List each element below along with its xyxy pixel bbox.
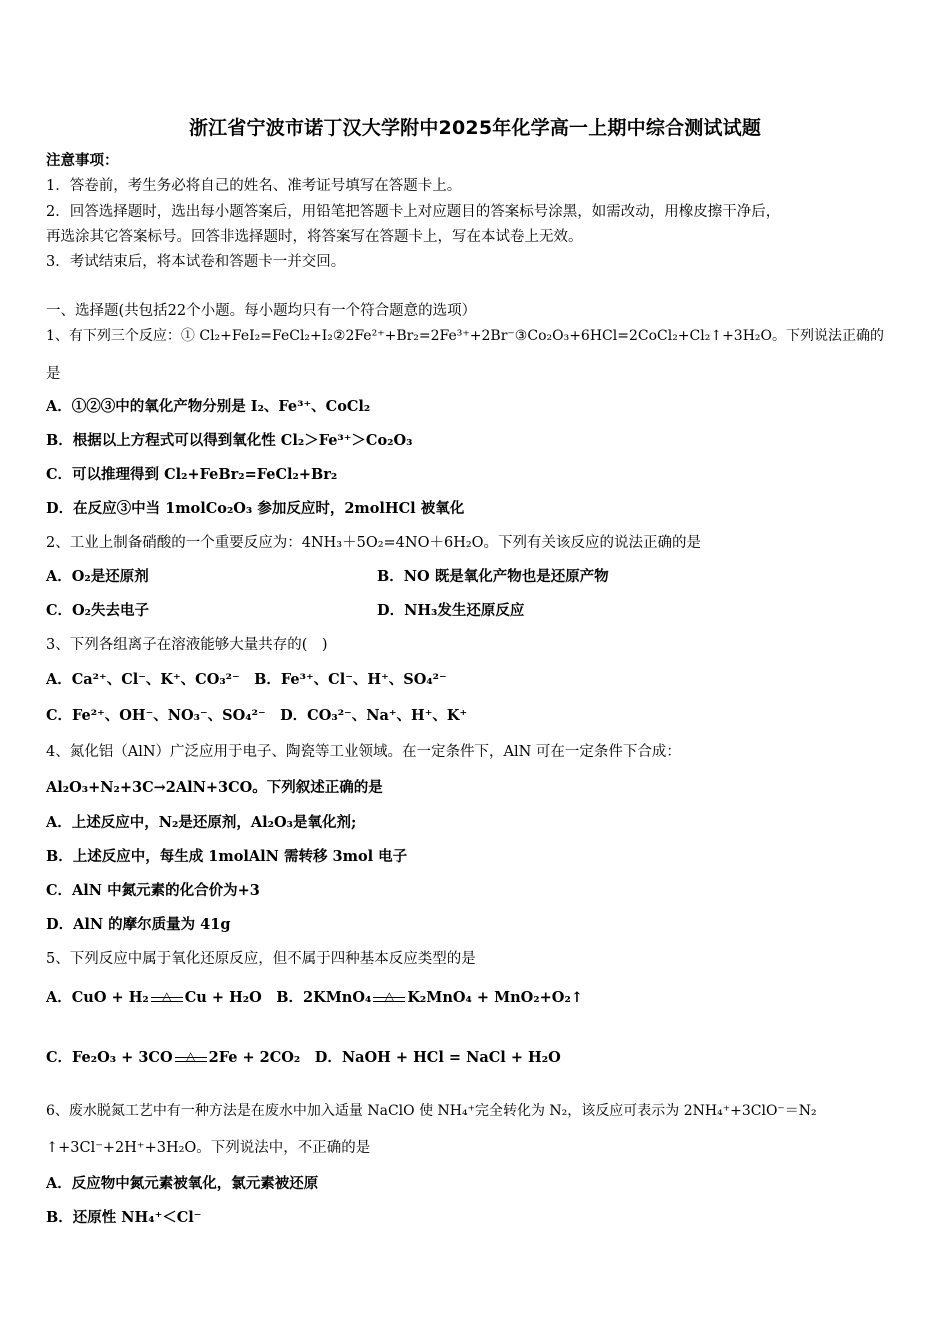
q3-options-ab: A．Ca²⁺、Cl⁻、K⁺、CO₃²⁻ B．Fe³⁺、Cl⁻、H⁺、SO₄²⁻ xyxy=(46,671,447,688)
q4-stem: 4、氮化铝（AlN）广泛应用于电子、陶瓷等工业领域。在一定条件下，AlN 可在一定条件下合成： xyxy=(46,744,681,760)
q1-stem: 1、有下列三个反应：① Cl₂+FeI₂=FeCl₂+I₂②2Fe²⁺+Br₂=2Fe³⁺+2Br⁻③Co₂O₃+6HCl=2CoCl₂+Cl₂↑+3H₂O。下列说法正确的 xyxy=(46,328,885,344)
q2-stem: 2、工业上制备硝酸的一个重要反应为：4NH₃＋5O₂=4NO＋6H₂O。下列有关该反应的说法正确的是 xyxy=(46,535,702,551)
notice-heading: 注意事项： xyxy=(46,152,119,169)
page-title: 浙江省宁波市诺丁汉大学附中2025年化学高一上期中综合测试试题 xyxy=(188,117,762,139)
q1-option-b: B．根据以上方程式可以得到氧化性 Cl₂＞Fe³⁺＞Co₂O₃ xyxy=(46,432,413,449)
q1-stem-cont: 是 xyxy=(46,366,61,382)
q2-option-d: D．NH₃发生还原反应 xyxy=(377,602,525,619)
q5-option-c-products-d: 2Fe + 2CO₂ D．NaOH + HCl = NaCl + H₂O xyxy=(208,1049,561,1066)
notice-item-2: 2．回答选择题时，选出每小题答案后，用铅笔把答题卡上对应题目的答案标号涂黑，如需改动，用橡皮擦干净后， xyxy=(46,204,781,220)
q3-stem: 3、下列各组离子在溶液能够大量共存的( ) xyxy=(46,637,328,653)
q5-options-ab xyxy=(46,983,906,1013)
delta-symbol: △ xyxy=(162,989,172,1003)
notice-item-1: 1．答卷前，考生务必将自己的姓名、准考证号填写在答题卡上。 xyxy=(46,178,462,194)
delta-symbol: △ xyxy=(384,989,394,1003)
q2-option-c: C．O₂失去电子 xyxy=(46,602,150,619)
q1-option-c: C．可以推理得到 Cl₂+FeBr₂=FeCl₂+Br₂ xyxy=(46,466,338,483)
q5-option-c-reactants: C．Fe₂O₃ + 3CO xyxy=(46,1049,173,1066)
notice-item-3: 3．考试结束后，将本试卷和答题卡一并交回。 xyxy=(46,254,346,270)
heat-equals-sign xyxy=(371,983,407,1013)
q4-option-c: C．AlN 中氮元素的化合价为+3 xyxy=(46,882,260,899)
q4-stem-cont: Al₂O₃+N₂+3C→2AlN+3CO。下列叙述正确的是 xyxy=(46,779,383,796)
q3-options-cd: C．Fe²⁺、OH⁻、NO₃⁻、SO₄²⁻ D．CO₃²⁻、Na⁺、H⁺、K⁺ xyxy=(46,707,468,724)
notice-item-2-cont: 再选涂其它答案标号。回答非选择题时，将答案写在答题卡上，写在本试卷上无效。 xyxy=(46,229,583,245)
q5-stem: 5、下列反应中属于氧化还原反应，但不属于四种基本反应类型的是 xyxy=(46,951,476,967)
q6-stem-cont: ↑+3Cl⁻+2H⁺+3H₂O。下列说法中，不正确的是 xyxy=(46,1140,371,1156)
section-heading: 一、选择题(共包括22个小题。每小题均只有一个符合题意的选项） xyxy=(46,303,477,319)
heat-equals-sign xyxy=(149,983,185,1013)
q5-options-cd xyxy=(46,1043,906,1073)
q6-stem: 6、废水脱氮工艺中有一种方法是在废水中加入适量 NaClO 使 NH₄⁺完全转化为 N₂，该反应可表示为 2NH₄⁺+3ClO⁻＝N₂ xyxy=(46,1103,817,1119)
q4-option-d: D．AlN 的摩尔质量为 41g xyxy=(46,916,231,933)
q4-option-b: B．上述反应中，每生成 1molAlN 需转移 3mol 电子 xyxy=(46,848,408,865)
q5-option-a-reactants: A．CuO + H₂ xyxy=(46,989,149,1006)
q1-option-a: A．①②③中的氧化产物分别是 I₂、Fe³⁺、CoCl₂ xyxy=(46,398,371,415)
q6-option-b: B．还原性 NH₄⁺＜Cl⁻ xyxy=(46,1209,202,1226)
q5-option-b-products: K₂MnO₄ + MnO₂+O₂↑ xyxy=(407,989,583,1006)
heat-equals-sign xyxy=(173,1043,209,1073)
q5-option-a-products-b-reactants: Cu + H₂O B．2KMnO₄ xyxy=(184,989,372,1006)
q2-option-a: A．O₂是还原剂 xyxy=(46,568,149,585)
q1-option-d: D．在反应③中当 1molCo₂O₃ 参加反应时，2molHCl 被氧化 xyxy=(46,500,465,517)
q4-option-a: A．上述反应中，N₂是还原剂，Al₂O₃是氧化剂; xyxy=(46,814,357,831)
delta-symbol: △ xyxy=(185,1049,196,1063)
q6-option-a: A．反应物中氮元素被氧化，氯元素被还原 xyxy=(46,1175,319,1192)
q2-option-b: B．NO 既是氧化产物也是还原产物 xyxy=(377,568,609,585)
